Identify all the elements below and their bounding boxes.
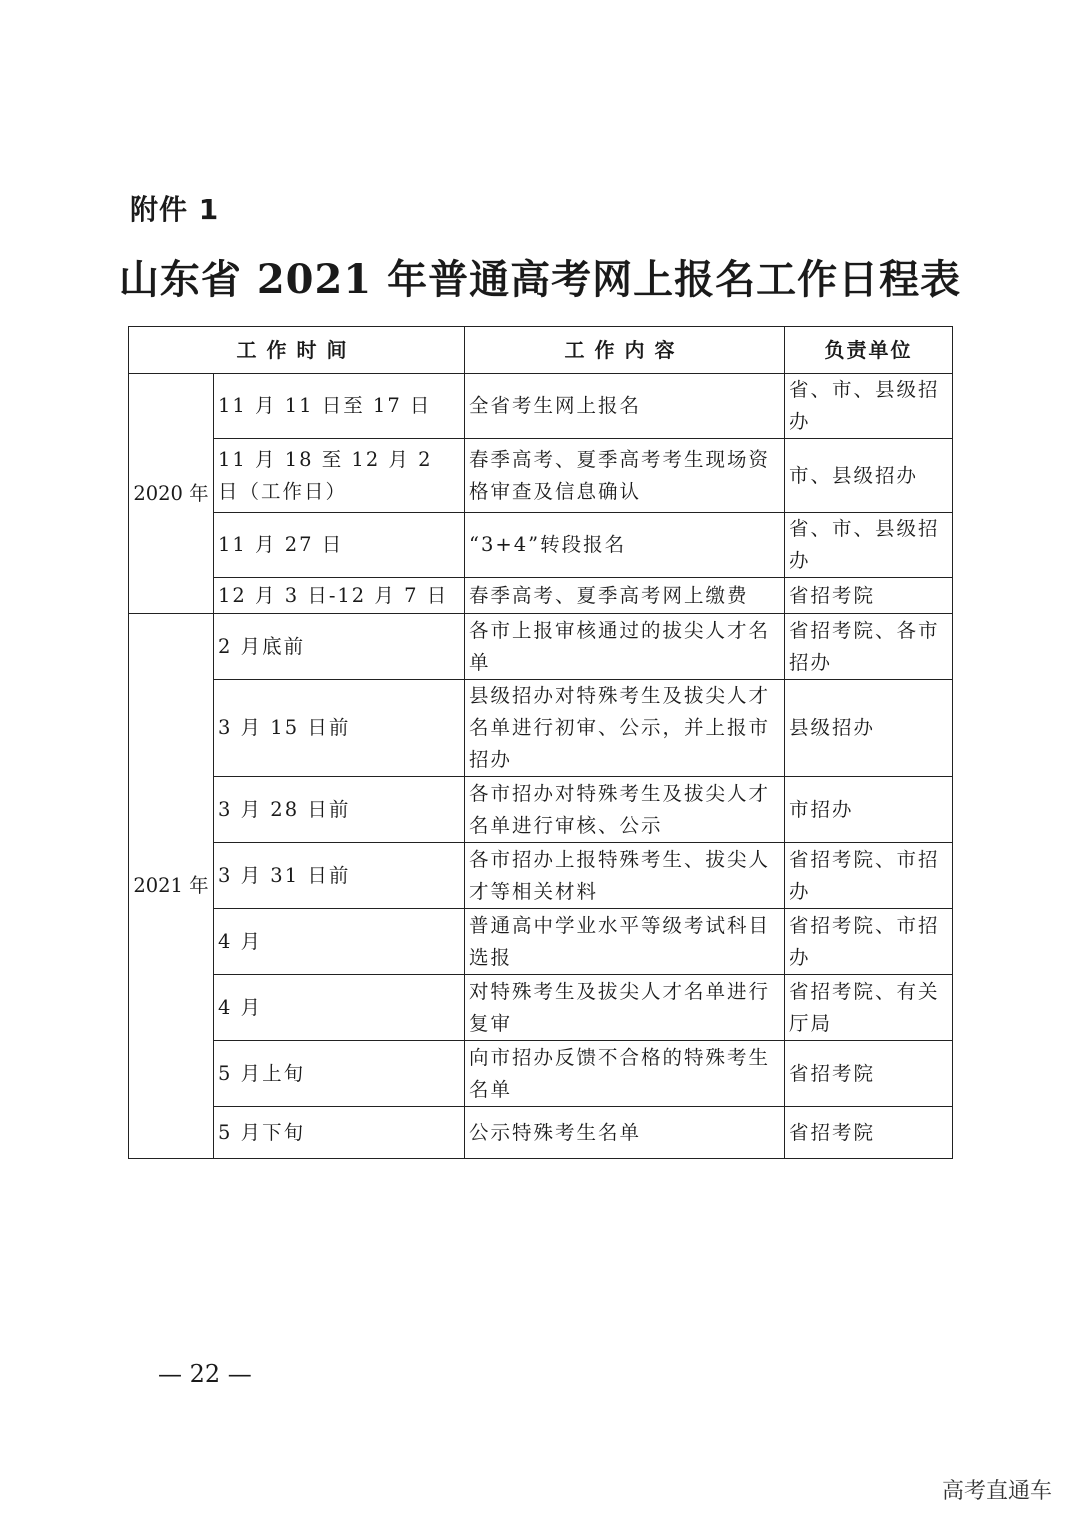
header-unit: 负责单位 [785,327,953,374]
table-row [129,1041,953,1107]
date-cell: 3 月 28 日前 [214,777,465,843]
page-title: 山东省 2021 年普通高考网上报名工作日程表 [118,256,962,303]
unit-cell: 省、市、县级招办 [785,513,953,578]
content-cell: 春季高考、夏季高考网上缴费 [465,578,785,614]
year-cell: 2021 年 [129,614,214,1159]
content-cell: 春季高考、夏季高考考生现场资格审查及信息确认 [465,439,785,513]
unit-cell: 省招考院 [785,1107,953,1159]
content-cell: 公示特殊考生名单 [465,1107,785,1159]
table-row [129,578,953,614]
date-cell: 5 月下旬 [214,1107,465,1159]
unit-cell: 省招考院、市招办 [785,909,953,975]
page-number: — 22 — [158,1360,252,1388]
unit-cell: 省招考院 [785,578,953,614]
table-row [129,680,953,777]
content-cell: 全省考生网上报名 [465,374,785,439]
date-cell: 5 月上旬 [214,1041,465,1107]
unit-cell: 县级招办 [785,680,953,777]
content-cell: “3+4”转段报名 [465,513,785,578]
unit-cell: 市、县级招办 [785,439,953,513]
table-row [129,614,953,680]
date-cell: 11 月 18 至 12 月 2 日（工作日） [214,439,465,513]
table-row [129,513,953,578]
table-row [129,909,953,975]
unit-cell: 省招考院 [785,1041,953,1107]
content-cell: 各市招办上报特殊考生、拔尖人才等相关材料 [465,843,785,909]
content-cell: 各市招办对特殊考生及拔尖人才名单进行审核、公示 [465,777,785,843]
date-cell: 4 月 [214,909,465,975]
unit-cell: 省招考院、市招办 [785,843,953,909]
table-row [129,843,953,909]
attachment-label: 附件 1 [130,193,220,226]
date-cell: 3 月 31 日前 [214,843,465,909]
date-cell: 3 月 15 日前 [214,680,465,777]
table-row [129,439,953,513]
table-row [129,777,953,843]
watermark: 高考直通车 [941,1479,1052,1504]
unit-cell: 省、市、县级招办 [785,374,953,439]
date-cell: 11 月 27 日 [214,513,465,578]
date-cell: 4 月 [214,975,465,1041]
date-cell: 11 月 11 日至 17 日 [214,374,465,439]
header-content: 工作内容 [465,327,785,374]
unit-cell: 省招考院、有关厅局 [785,975,953,1041]
unit-cell: 市招办 [785,777,953,843]
content-cell: 各市上报审核通过的拔尖人才名单 [465,614,785,680]
content-cell: 对特殊考生及拔尖人才名单进行复审 [465,975,785,1041]
header-time: 工作时间 [129,327,465,374]
table-row [129,1107,953,1159]
table-row [129,374,953,439]
schedule-table [128,326,953,1159]
date-cell: 12 月 3 日-12 月 7 日 [214,578,465,614]
unit-cell: 省招考院、各市招办 [785,614,953,680]
content-cell: 普通高中学业水平等级考试科目选报 [465,909,785,975]
date-cell: 2 月底前 [214,614,465,680]
table-row [129,975,953,1041]
content-cell: 县级招办对特殊考生及拔尖人才名单进行初审、公示，并上报市招办 [465,680,785,777]
year-cell: 2020 年 [129,374,214,614]
content-cell: 向市招办反馈不合格的特殊考生名单 [465,1041,785,1107]
table-header-row [129,327,953,374]
